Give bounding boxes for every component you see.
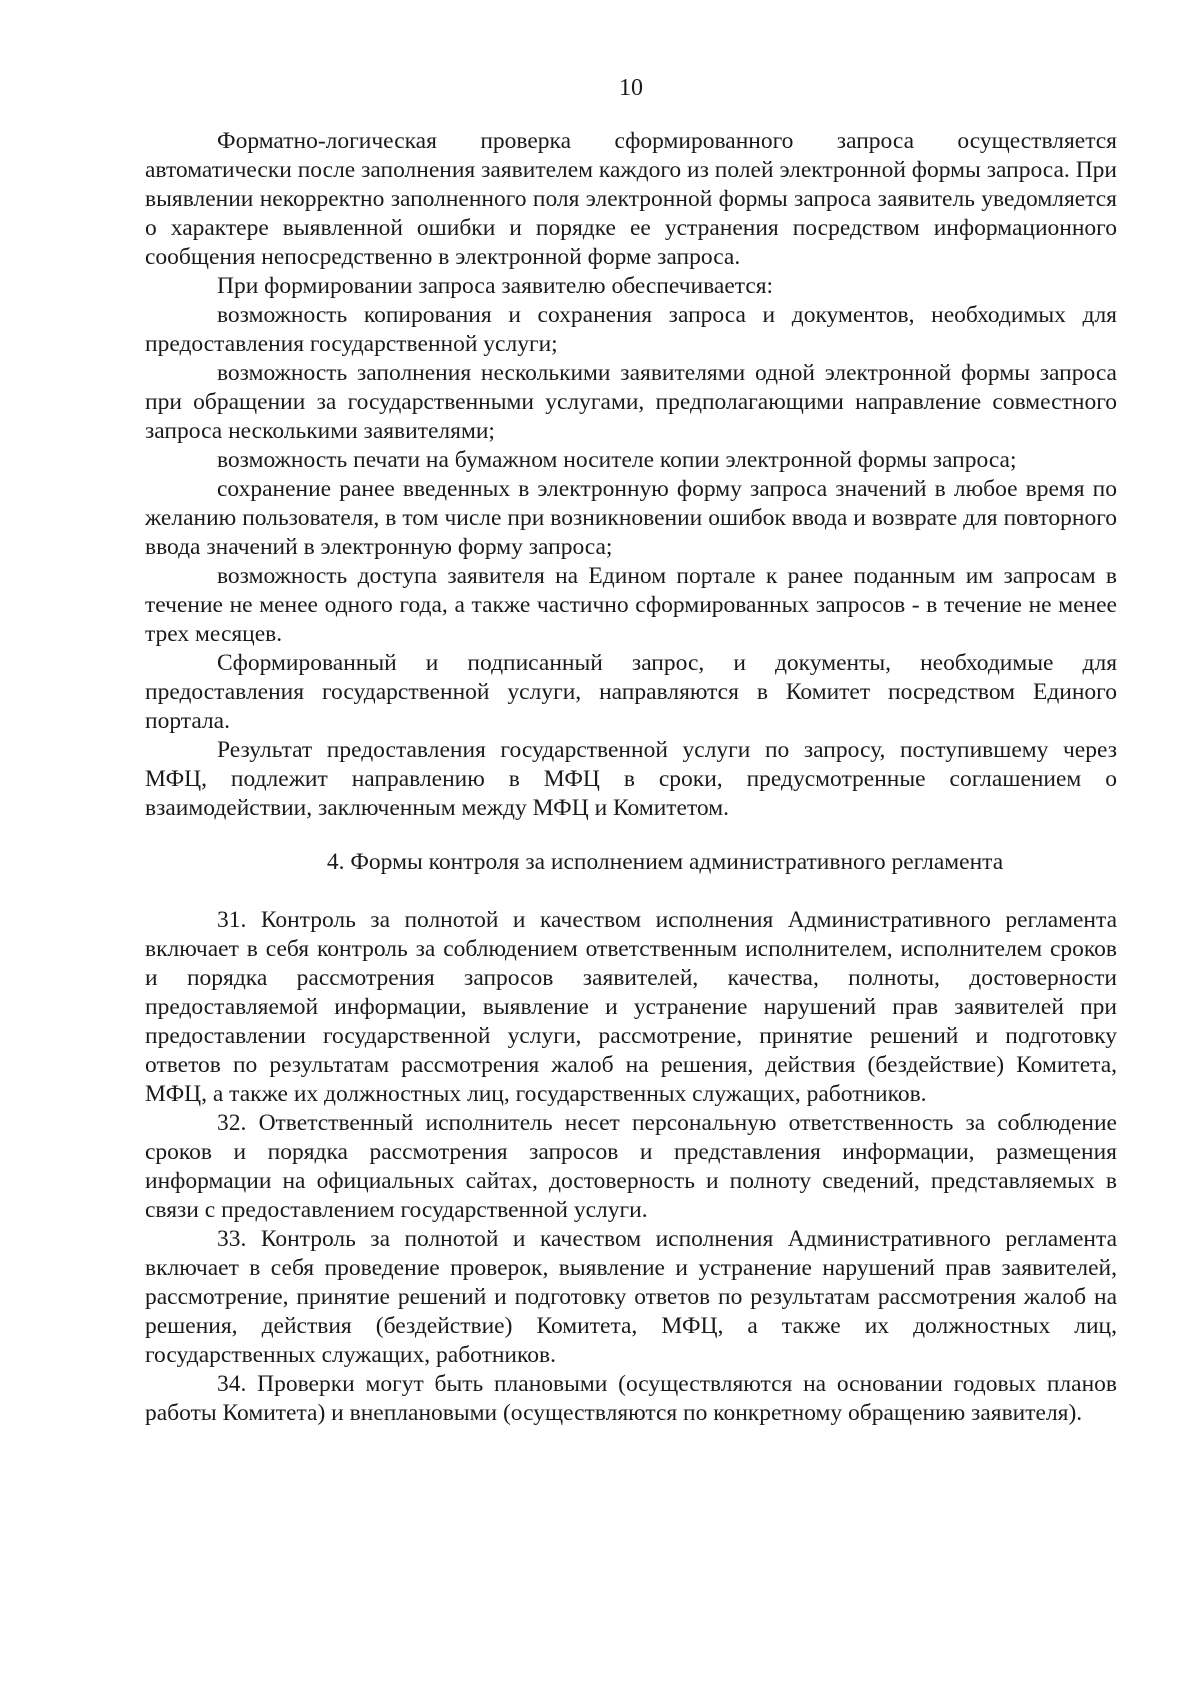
paragraph: возможность заполнения несколькими заявителями одной электронной формы запроса при обращении за государственными услугами, предполагающими направление совместного запроса несколькими заявителями; — [145, 360, 1117, 444]
paragraph: возможность копирования и сохранения запроса и документов, необходимых для предоставления государственной услуги; — [145, 302, 1117, 357]
paragraph: 32. Ответственный исполнитель несет персональную ответственность за соблюдение сроков и порядка рассмотрения запросов и представления информации, размещения информации на официальных сайтах, достоверность и полноту сведений, представляемых в связи с предоставлением государственной услуги. — [145, 1110, 1117, 1223]
paragraph: 31. Контроль за полнотой и качеством исполнения Административного регламента включает в себя контроль за соблюдением ответственным исполнителем, исполнителем сроков и порядка рассмотрения запросов заявителей, качества, полноты, достоверности предоставляемой информации, выявление и устранение нарушений прав заявителей при предоставлении государственной услуги, рассмотрение, принятие решений и подготовку ответов по результатам рассмотрения жалоб на решения, действия (бездействие) Комитета, МФЦ, а также их должностных лиц, государственных служащих, работников. — [145, 907, 1117, 1107]
page-number: 10 — [619, 75, 643, 101]
paragraph: Сформированный и подписанный запрос, и документы, необходимые для предоставления государственной услуги, направляются в Комитет посредством Единого портала. — [145, 650, 1117, 734]
paragraph: Форматно-логическая проверка сформированного запроса осуществляется автоматически после заполнения заявителем каждого из полей электронной формы запроса. При выявлении некорректно заполненного поля электронной формы запроса заявитель уведомляется о характере выявленной ошибки и порядке ее устранения посредством информационного сообщения непосредственно в электронной форме запроса. — [145, 128, 1117, 270]
paragraph: Результат предоставления государственной услуги по запросу, поступившему через МФЦ, подлежит направлению в МФЦ в сроки, предусмотренные соглашением о взаимодействии, заключенным между МФЦ и Комитетом. — [145, 737, 1117, 821]
paragraph: возможность печати на бумажном носителе копии электронной формы запроса; — [217, 447, 1017, 473]
section-heading: 4. Формы контроля за исполнением административного регламента — [326, 849, 1004, 875]
paragraph: сохранение ранее введенных в электронную форму запроса значений в любое время по желанию пользователя, в том числе при возникновении ошибок ввода и возврате для повторного ввода значений в электронную форму запроса; — [145, 476, 1117, 560]
paragraph: 33. Контроль за полнотой и качеством исполнения Административного регламента включает в себя проведение проверок, выявление и устранение нарушений прав заявителей, рассмотрение, принятие решений и подготовку ответов по результатам рассмотрения жалоб на решения, действия (бездействие) Комитета, МФЦ, а также их должностных лиц, государственных служащих, работников. — [145, 1226, 1117, 1368]
paragraph: При формировании запроса заявителю обеспечивается: — [217, 273, 774, 299]
paragraph: 34. Проверки могут быть плановыми (осуществляются на основании годовых планов работы Комитета) и внеплановыми (осуществляются по конкретному обращению заявителя). — [145, 1371, 1117, 1426]
document-body — [145, 127, 1117, 1428]
paragraph: возможность доступа заявителя на Едином портале к ранее поданным им запросам в течение не менее одного года, а также частично сформированных запросов - в течение не менее трех месяцев. — [145, 563, 1117, 647]
